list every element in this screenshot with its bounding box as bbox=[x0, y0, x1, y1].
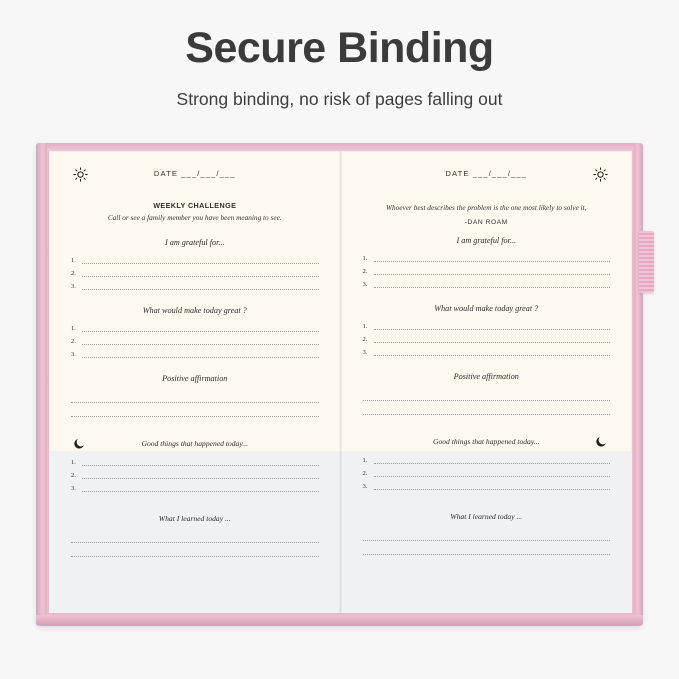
list-number: 1. bbox=[71, 458, 76, 466]
great-day-line-right[interactable] bbox=[363, 332, 611, 345]
right-page bbox=[341, 151, 633, 613]
cover-edge-right bbox=[634, 143, 643, 626]
write-line[interactable] bbox=[363, 401, 611, 415]
grateful-line-left[interactable] bbox=[71, 253, 319, 266]
write-line[interactable] bbox=[82, 330, 319, 332]
good-things-heading-left: Good things that happened today... bbox=[141, 438, 249, 448]
left-night-header bbox=[71, 437, 319, 455]
page-subtitle: Strong binding, no risk of pages falling out bbox=[176, 89, 503, 109]
write-line[interactable] bbox=[82, 464, 319, 466]
grateful-line-left[interactable] bbox=[71, 279, 319, 292]
great-day-heading-left: What would make today great ? bbox=[142, 305, 247, 315]
list-number: 1. bbox=[362, 456, 368, 464]
list-number: 3. bbox=[362, 280, 368, 288]
page-title: Secure Binding bbox=[185, 24, 494, 72]
list-number: 3. bbox=[71, 484, 76, 492]
grateful-heading-right: I am grateful for... bbox=[456, 235, 517, 245]
write-line[interactable] bbox=[374, 488, 611, 490]
ribbon-bookmark bbox=[639, 231, 654, 293]
list-number: 2. bbox=[71, 269, 76, 277]
right-night-header bbox=[363, 435, 611, 453]
great-day-line-right[interactable] bbox=[363, 345, 611, 358]
grateful-line-right[interactable] bbox=[363, 264, 611, 277]
left-date-label: DATE ___/___/___ bbox=[153, 169, 236, 178]
good-things-line-right[interactable] bbox=[363, 466, 611, 479]
grateful-line-right[interactable] bbox=[363, 277, 611, 290]
list-number: 2. bbox=[362, 267, 368, 275]
list-number: 1. bbox=[362, 254, 368, 262]
list-number: 3. bbox=[71, 282, 76, 290]
list-number: 2. bbox=[362, 469, 368, 477]
write-line[interactable] bbox=[82, 262, 319, 264]
grateful-heading-left: I am grateful for... bbox=[164, 237, 225, 247]
great-day-line-right[interactable] bbox=[363, 319, 611, 332]
header bbox=[0, 0, 679, 110]
write-line[interactable] bbox=[374, 341, 611, 343]
good-things-heading-right: Good things that happened today... bbox=[432, 436, 540, 446]
cover-edge-left bbox=[36, 143, 47, 626]
write-line[interactable] bbox=[363, 387, 611, 401]
weekly-challenge-text: Call or see a family member you have been meaning to see. bbox=[107, 213, 282, 222]
write-line[interactable] bbox=[363, 541, 611, 555]
page-spread bbox=[49, 151, 632, 613]
affirmation-heading-right: Positive affirmation bbox=[453, 371, 519, 381]
great-day-heading-right: What would make today great ? bbox=[434, 303, 539, 313]
left-date-row bbox=[71, 167, 319, 197]
right-date-label: DATE ___/___/___ bbox=[445, 169, 528, 178]
list-number: 2. bbox=[362, 335, 368, 343]
good-things-line-left[interactable] bbox=[71, 481, 319, 494]
good-things-line-right[interactable] bbox=[363, 479, 611, 492]
great-day-line-left[interactable] bbox=[71, 334, 319, 347]
great-day-line-left[interactable] bbox=[71, 321, 319, 334]
weekly-challenge-title: WEEKLY CHALLENGE bbox=[153, 201, 237, 210]
affirmation-heading-left: Positive affirmation bbox=[162, 373, 228, 383]
list-number: 1. bbox=[71, 256, 76, 264]
write-line[interactable] bbox=[374, 354, 611, 356]
write-line[interactable] bbox=[71, 403, 319, 417]
write-line[interactable] bbox=[82, 356, 319, 358]
daily-quote-author: -DAN ROAM bbox=[464, 218, 508, 226]
list-number: 1. bbox=[71, 324, 76, 332]
write-line[interactable] bbox=[82, 477, 319, 479]
write-line[interactable] bbox=[82, 490, 319, 492]
list-number: 3. bbox=[362, 348, 368, 356]
learned-heading-left: What I learned today ... bbox=[158, 513, 231, 523]
write-line[interactable] bbox=[374, 286, 611, 288]
write-line[interactable] bbox=[374, 328, 611, 330]
right-date-row bbox=[363, 167, 611, 197]
page-gutter bbox=[339, 151, 342, 613]
write-line[interactable] bbox=[374, 273, 611, 275]
cover-edge-top bbox=[36, 143, 643, 151]
grateful-line-right[interactable] bbox=[363, 251, 611, 264]
notebook bbox=[36, 143, 643, 626]
daily-quote-text: Whoever best describes the problem is the one most likely to solve it, bbox=[385, 203, 587, 212]
write-line[interactable] bbox=[82, 275, 319, 277]
left-page bbox=[49, 151, 341, 613]
list-number: 3. bbox=[71, 350, 76, 358]
list-number: 2. bbox=[71, 337, 76, 345]
write-line[interactable] bbox=[82, 343, 319, 345]
good-things-line-left[interactable] bbox=[71, 455, 319, 468]
write-line[interactable] bbox=[71, 543, 319, 557]
list-number: 2. bbox=[71, 471, 76, 479]
write-line[interactable] bbox=[71, 389, 319, 403]
good-things-line-left[interactable] bbox=[71, 468, 319, 481]
write-line[interactable] bbox=[374, 475, 611, 477]
cover-edge-bottom bbox=[36, 615, 643, 626]
good-things-line-right[interactable] bbox=[363, 453, 611, 466]
great-day-line-left[interactable] bbox=[71, 347, 319, 360]
write-line[interactable] bbox=[82, 288, 319, 290]
learned-heading-right: What I learned today ... bbox=[450, 511, 523, 521]
write-line[interactable] bbox=[71, 529, 319, 543]
grateful-line-left[interactable] bbox=[71, 266, 319, 279]
list-number: 3. bbox=[362, 482, 368, 490]
list-number: 1. bbox=[362, 322, 368, 330]
write-line[interactable] bbox=[363, 527, 611, 541]
write-line[interactable] bbox=[374, 260, 611, 262]
write-line[interactable] bbox=[374, 462, 611, 464]
